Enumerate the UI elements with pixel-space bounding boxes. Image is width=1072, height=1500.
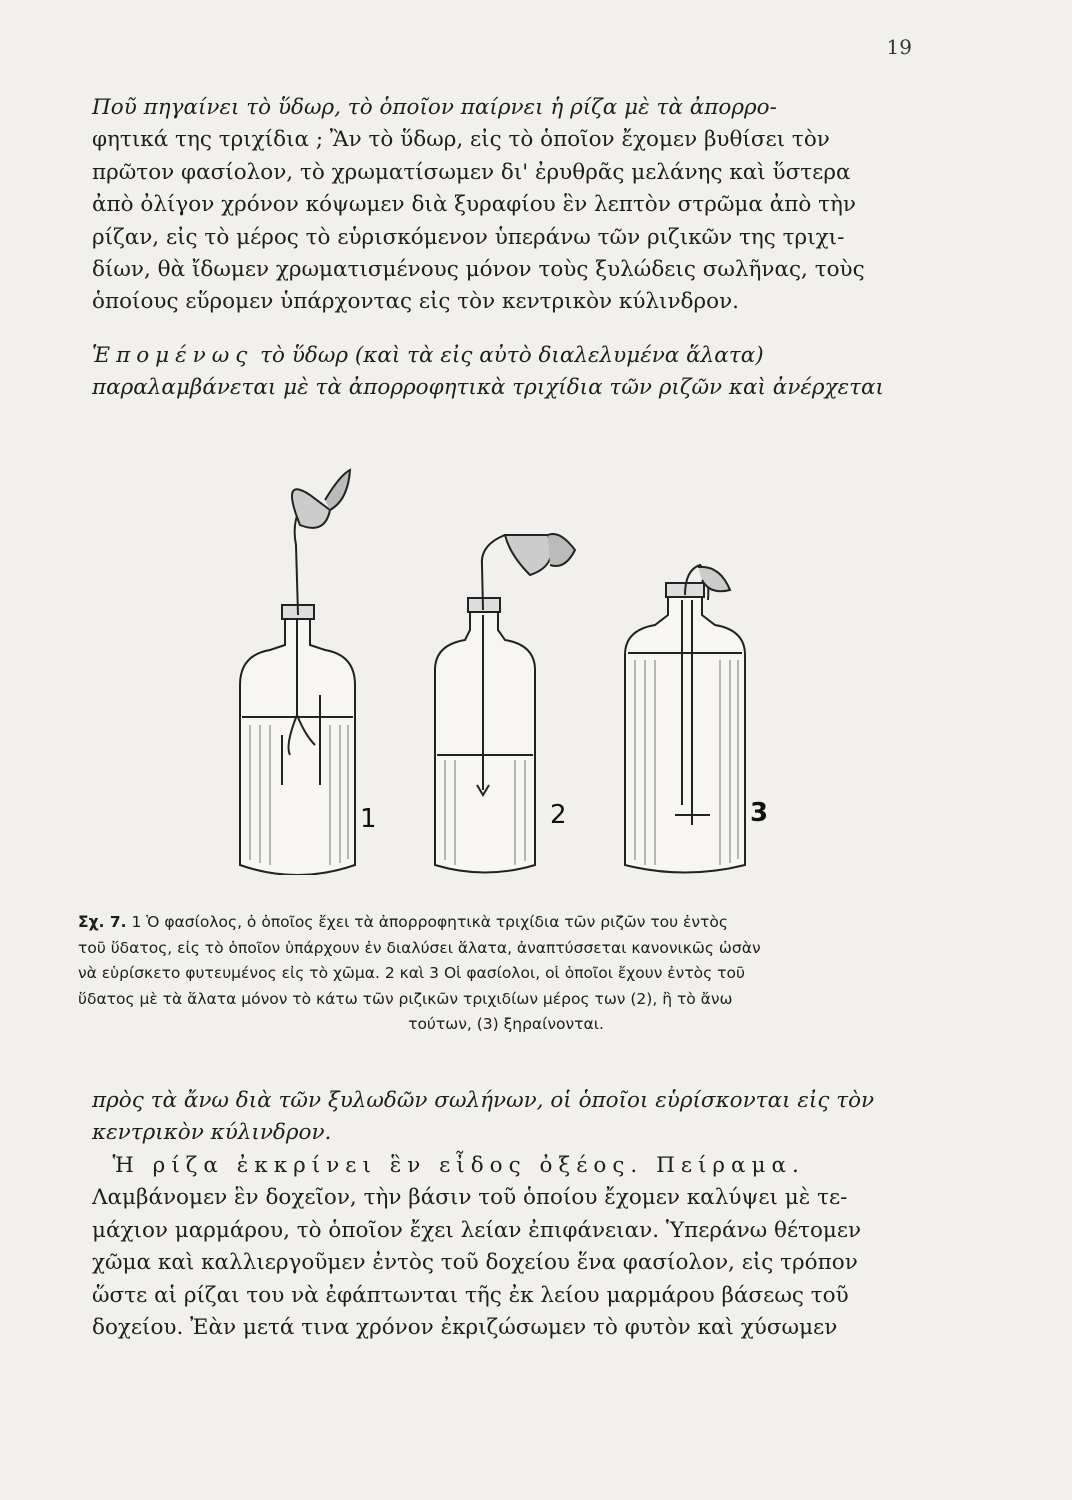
caption-line: τοῦ ὕδατος, εἰς τὸ ὁποῖον ὑπάρχουν ἐν διαλύσει ἅλατα, ἀναπτύσσεται κανονικῶς ὡσὰν (78, 938, 761, 957)
text-line: Ποῦ πηγαίνει τὸ ὕδωρ, τὸ ὁποῖον παίρνει ἡ ρίζα μὲ τὰ ἀπορρο- (92, 95, 777, 120)
text-line: δοχείου. Ἐὰν μετά τινα χρόνον ἐκριζώσωμεν τὸ φυτὸν καὶ χύσωμεν (92, 1315, 838, 1341)
paragraph-root-acid (92, 1150, 928, 1344)
caption-line (78, 910, 934, 936)
figure-label-1: 1 (360, 804, 377, 834)
figure-caption (78, 910, 934, 1038)
text-line: κεντρικὸν κύλινδρον. (92, 1120, 332, 1146)
paragraph-conclusion (92, 340, 928, 405)
text-line: δίων, θὰ ἴδωμεν χρωματισμένους μόνον τοὺς ξυλώδεις σωλῆνας, τοὺς (92, 257, 865, 283)
text-run: τὸ ὕδωρ (καὶ τὰ εἰς αὐτὸ διαλελυμένα ἅλατα) (253, 343, 764, 368)
figure-bean-bottles (230, 455, 790, 875)
section-heading: Ἡ ρίζα ἐκκρίνει ἓν εἶδος ὀξέος. (112, 1153, 644, 1178)
caption-line: νὰ εὑρίσκετο φυτευμένος εἰς τὸ χῶμα. 2 καὶ 3 Οἱ φασίολοι, οἱ ὁποῖοι ἔχουν ἐντὸς τοῦ (78, 964, 745, 982)
text-line (92, 1150, 928, 1182)
bottles-illustration (230, 455, 790, 875)
text-line: παραλαμβάνεται μὲ τὰ ἀπορροφητικὰ τριχίδια τῶν ριζῶν καὶ ἀνέρχεται (92, 375, 884, 401)
text-line: πρῶτον φασίολον, τὸ χρωματίσωμεν δι' ἐρυθρᾶς μελάνης καὶ ὕστερα (92, 159, 851, 185)
text-line: Λαμβάνομεν ἓν δοχεῖον, τὴν βάσιν τοῦ ὁποίου ἔχομεν καλύψει μὲ τε- (92, 1185, 848, 1211)
figure-label-2: 2 (550, 800, 567, 830)
text-line: ὁποίους εὕρομεν ὑπάρχοντας εἰς τὸν κεντρικὸν κύλινδρον. (92, 289, 739, 315)
text-line: χῶμα καὶ καλλιεργοῦμεν ἐντὸς τοῦ δοχείου ἕνα φασίολον, εἰς τρόπον (92, 1250, 858, 1276)
bottle-1 (240, 470, 355, 875)
text-line: φητικά της τριχίδια ; Ἂν τὸ ὕδωρ, εἰς τὸ ὁποῖον ἔχομεν βυθίσει τὸν (92, 127, 830, 153)
caption-lead: Σχ. 7. (78, 913, 127, 931)
text-line: ὥστε αἱ ρίζαι του νὰ ἐφάπτωνται τῆς ἐκ λείου μαρμάρου βάσεως τοῦ (92, 1282, 849, 1308)
text-line: μάχιον μαρμάρου, τὸ ὁποῖον ἔχει λείαν ἐπιφάνειαν. Ὑπεράνω θέτομεν (92, 1217, 862, 1243)
caption-line: τούτων, (3) ξηραίνονται. (408, 1015, 604, 1033)
paragraph-water-path (92, 92, 928, 319)
spaced-lead-word: Ἑπομένως (92, 343, 254, 368)
bottle-3 (625, 565, 745, 873)
figure-label-3: 3 (750, 798, 769, 828)
paragraph-xylem (92, 1085, 928, 1150)
experiment-label: Πείραμα. (643, 1153, 805, 1178)
page-number: 19 (886, 35, 912, 59)
text-line: ρίζαν, εἰς τὸ μέρος τὸ εὑρισκόμενον ὑπεράνω τῶν ριζικῶν της τριχι- (92, 224, 845, 250)
text-line (92, 340, 928, 372)
caption-line: ὕδατος μὲ τὰ ἅλατα μόνον τὸ κάτω τῶν ριζικῶν τριχιδίων μέρος των (2), ἢ τὸ ἄνω (78, 989, 733, 1008)
text-line: ἀπὸ ὀλίγον χρόνον κόψωμεν διὰ ξυραφίου ἓν λεπτὸν στρῶμα ἀπὸ τὴν (92, 192, 856, 218)
caption-text: 1 Ὁ φασίολος, ὁ ὁποῖος ἔχει τὰ ἀπορροφητικὰ τριχίδια τῶν ριζῶν του ἐντὸς (126, 913, 728, 931)
text-line: πρὸς τὰ ἄνω διὰ τῶν ξυλωδῶν σωλήνων, οἱ ὁποῖοι εὑρίσκονται εἰς τὸν (92, 1088, 875, 1113)
